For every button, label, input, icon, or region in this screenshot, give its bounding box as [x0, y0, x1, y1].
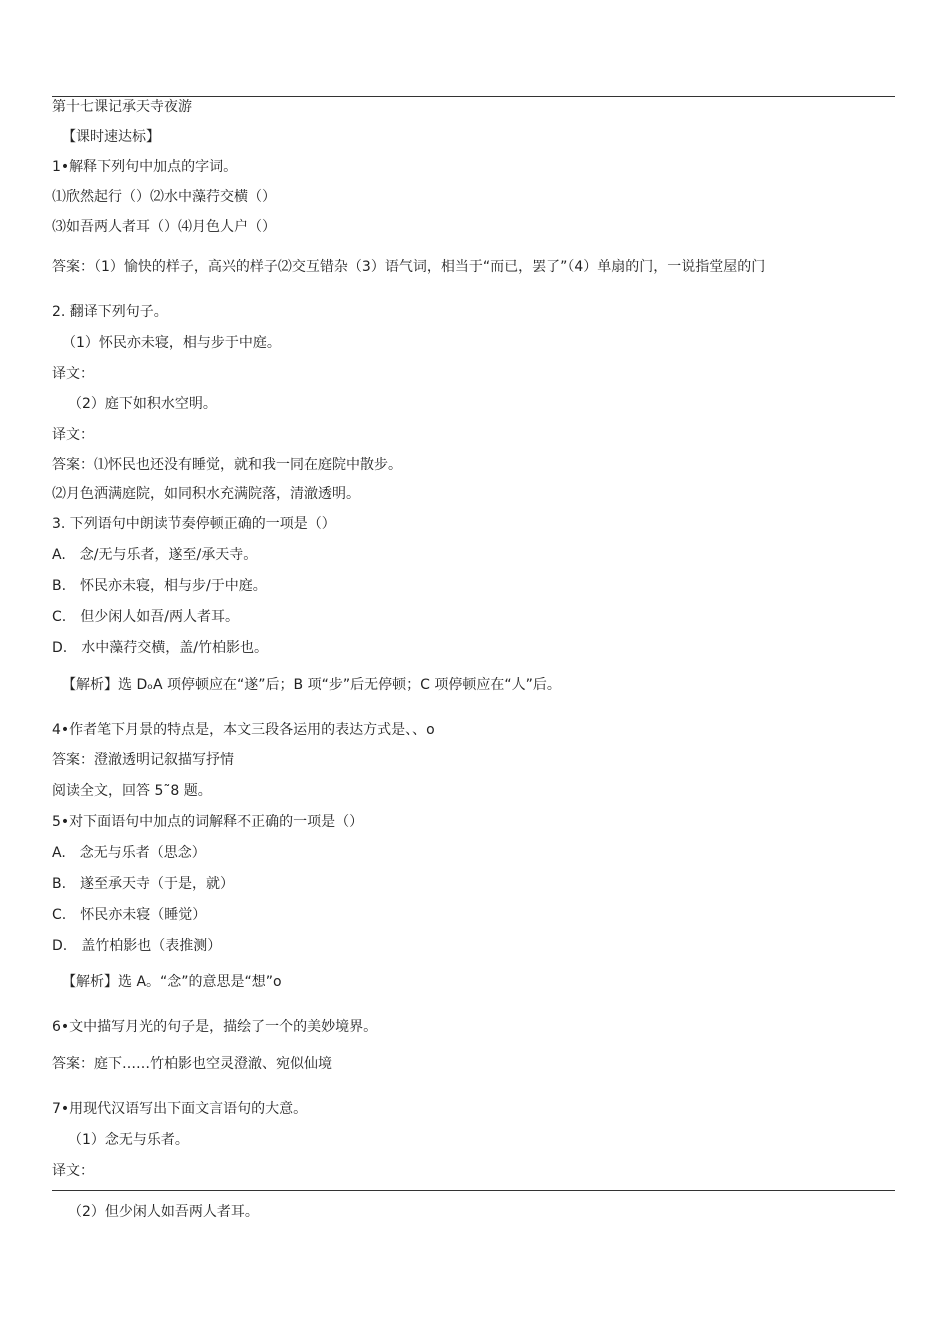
q7-item1: （1）念无与乐者。 [68, 1132, 189, 1148]
q1-row2: ⑶如吾两人者耳（）⑷月色人户（） [52, 219, 276, 235]
q2-item1: （1）怀民亦未寝，相与步于中庭。 [62, 335, 281, 351]
q7-trans1: 译文： [52, 1163, 94, 1179]
q5-option-a: A. 念无与乐者（思念） [52, 845, 206, 861]
q7-stem: 7•用现代汉语写出下面文言语句的大意。 [52, 1101, 308, 1117]
q3-option-c: C. 但少闲人如吾/两人者耳。 [52, 609, 239, 625]
top-rule [52, 96, 895, 97]
q5-option-c: C. 怀民亦未寝（睡觉） [52, 907, 207, 923]
q4-stem: 4•作者笔下月景的特点是，本文三段各运用的表达方式是、、o [52, 722, 435, 738]
q2-answer1: 答案：⑴怀民也还没有睡觉，就和我一同在庭院中散步。 [52, 457, 402, 473]
q5-option-b: B. 遂至承天寺（于是，就） [52, 876, 235, 892]
q7-item2: （2）但少闲人如吾两人者耳。 [68, 1204, 259, 1220]
q2-item2: （2）庭下如积水空明。 [68, 396, 217, 412]
q1-answer: 答案：（1）愉快的样子，高兴的样子⑵交互错杂（3）语气词，相当于“而已，罢了”（4）单扇的门，一说指堂屋的门 [52, 259, 766, 275]
q3-option-a: A. 念/无与乐者，遂至/承天寺。 [52, 547, 258, 563]
q1-row1: ⑴欣然起行（）⑵水中藻荇交横（） [52, 189, 276, 205]
q3-stem: 3. 下列语句中朗读节奏停顿正确的一项是（） [52, 516, 336, 532]
q5-stem: 5•对下面语句中加点的词解释不正确的一项是（） [52, 814, 364, 830]
q4-answer: 答案：澄澈透明记叙描写抒情 [52, 752, 234, 768]
q3-option-d: D. 水中藻荇交横，盖/竹柏影也。 [52, 640, 268, 656]
q6-answer: 答案：庭下……竹柏影也空灵澄澈、宛似仙境 [52, 1056, 332, 1072]
q6-stem: 6•文中描写月光的句子是，描绘了一个的美妙境界。 [52, 1019, 378, 1035]
q3-option-b: B. 怀民亦未寝，相与步/于中庭。 [52, 578, 267, 594]
q2-stem: 2. 翻译下列句子。 [52, 304, 168, 320]
page-break-rule [52, 1190, 895, 1191]
q2-trans1: 译文： [52, 366, 94, 382]
q5-option-d: D. 盖竹柏影也（表推测） [52, 938, 222, 954]
q1-stem: 1•解释下列句中加点的字词。 [52, 159, 238, 175]
reading-instruction: 阅读全文，回答 5˜8 题。 [52, 783, 212, 799]
q2-answer2: ⑵月色洒满庭院，如同积水充满院落，清澈透明。 [52, 486, 360, 502]
q3-analysis: 【解析】选 DₒA 项停顿应在“遂”后；B 项“步”后无停顿；C 项停顿应在“人”后。 [62, 677, 561, 693]
section-heading: 【课时速达标】 [62, 129, 160, 145]
q2-trans2: 译文： [52, 427, 94, 443]
page-title: 第十七课记承天寺夜游 [52, 99, 192, 115]
q5-analysis: 【解析】选 A。“念”的意思是“想”o [62, 974, 282, 990]
